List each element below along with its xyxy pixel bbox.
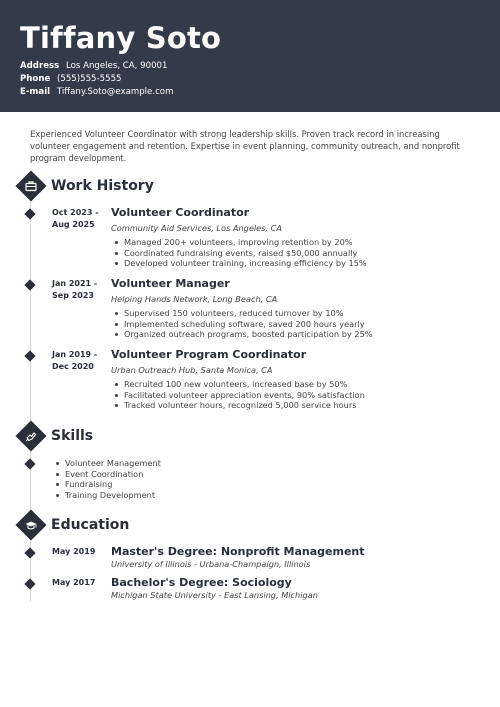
list-item: Developed volunteer training, increasing efficiency by 15% xyxy=(114,258,367,269)
job-date-end: Dec 2020 xyxy=(52,362,94,371)
job-date-start: Oct 2023 - xyxy=(52,208,99,217)
job-title: Volunteer Coordinator xyxy=(111,206,250,219)
list-item: Recruited 100 new volunteers, increased base by 50% xyxy=(114,379,365,390)
contact-address-label: Address xyxy=(20,61,60,71)
education-degree: Master's Degree: Nonprofit Management xyxy=(111,545,365,558)
job-company: Helping Hands Network, Long Beach, CA xyxy=(111,294,278,304)
timeline-marker xyxy=(24,208,35,219)
job-title: Volunteer Program Coordinator xyxy=(111,348,307,361)
hand-icon xyxy=(15,420,46,451)
contact-phone xyxy=(20,73,122,85)
professional-summary: Experienced Volunteer Coordinator with strong leadership skills. Proven track record in increasing volunteer engagement and retention. Expertise in event planning, community outreach, and nonprofit program development. xyxy=(30,129,460,163)
timeline-marker xyxy=(24,547,35,558)
education-degree: Bachelor's Degree: Sociology xyxy=(111,576,292,589)
briefcase-icon xyxy=(15,170,46,201)
timeline-marker xyxy=(24,458,35,469)
section-title-education: Education xyxy=(51,517,130,533)
list-item: Coordinated fundraising events, raised $50,000 annually xyxy=(114,248,367,259)
list-item: Event Coordination xyxy=(55,469,161,480)
contact-address-value: Los Angeles, CA, 90001 xyxy=(66,61,168,71)
list-item: Training Development xyxy=(55,490,161,501)
job-date-start: Jan 2021 - xyxy=(52,279,98,288)
list-item: Fundraising xyxy=(55,479,161,490)
job-company: Community Aid Services, Los Angeles, CA xyxy=(111,223,282,233)
job-date-end: Aug 2025 xyxy=(52,220,95,229)
job-date-end: Sep 2023 xyxy=(52,291,94,300)
education-school: Michigan State University - East Lansing, Michigan xyxy=(111,590,318,600)
education-school: University of Illinois - Urbana-Champaign, Illinois xyxy=(111,559,311,569)
list-item: Facilitated volunteer appreciation events, 90% satisfaction xyxy=(114,390,365,401)
graduation-cap-icon xyxy=(15,509,46,540)
contact-address xyxy=(20,60,167,72)
job-bullets xyxy=(114,379,365,411)
contact-email-label: E-mail xyxy=(20,87,51,97)
education-date: May 2019 xyxy=(52,547,96,556)
skills-list xyxy=(55,458,161,500)
list-item: Implemented scheduling software, saved 200 hours yearly xyxy=(114,319,373,330)
contact-email-value: Tiffany.Soto@example.com xyxy=(56,87,174,97)
education-date: May 2017 xyxy=(52,578,96,587)
list-item: Managed 200+ volunteers, improving retention by 20% xyxy=(114,237,367,248)
list-item: Supervised 150 volunteers, reduced turnover by 10% xyxy=(114,308,373,319)
contact-phone-value: (555)555-5555 xyxy=(57,74,122,84)
timeline-marker xyxy=(24,279,35,290)
section-title-skills: Skills xyxy=(51,428,94,444)
job-title: Volunteer Manager xyxy=(111,277,230,290)
job-date-start: Jan 2019 - xyxy=(52,350,98,359)
list-item: Volunteer Management xyxy=(55,458,161,469)
contact-email xyxy=(20,86,173,98)
job-company: Urban Outreach Hub, Santa Monica, CA xyxy=(111,365,273,375)
section-title-work-history: Work History xyxy=(51,178,154,194)
list-item: Tracked volunteer hours, recognized 5,000 service hours xyxy=(114,400,365,411)
timeline-marker xyxy=(24,578,35,589)
contact-phone-label: Phone xyxy=(20,74,51,84)
list-item: Organized outreach programs, boosted participation by 25% xyxy=(114,329,373,340)
job-bullets xyxy=(114,237,367,269)
timeline-marker xyxy=(24,350,35,361)
resume-header xyxy=(0,0,500,112)
candidate-name: Tiffany Soto xyxy=(20,21,222,55)
job-bullets xyxy=(114,308,373,340)
